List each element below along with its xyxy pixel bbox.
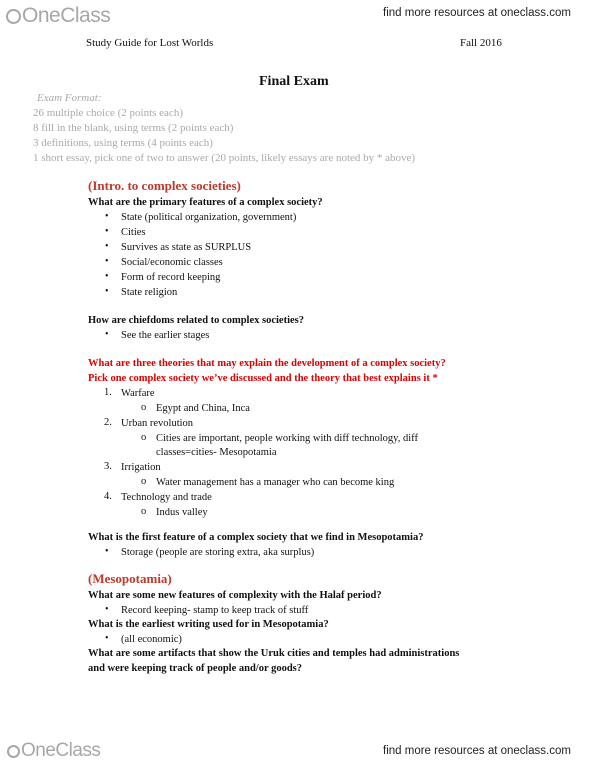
- theory-detail: classes=cities- Mesopotamia: [156, 447, 277, 458]
- exam-format-line: 8 fill in the blank, using terms (2 points each): [33, 122, 234, 134]
- theory-detail: Indus valley: [156, 507, 208, 518]
- answer-item: Record keeping- stamp to keep track of stuff: [121, 605, 309, 616]
- question-chiefdoms: How are chiefdoms related to complex societies?: [88, 315, 304, 326]
- logo-text: OneClass: [22, 4, 111, 27]
- answer-item: Storage (people are storing extra, aka surplus): [121, 547, 315, 558]
- bullet-icon: •: [105, 256, 109, 267]
- logo-text: OneClass: [21, 740, 101, 761]
- logo-ring-icon: [6, 9, 21, 24]
- question-earliest-writing: What is the earliest writing used for in Mesopotamia?: [88, 619, 329, 630]
- bullet-icon: •: [105, 329, 109, 340]
- oneclass-logo-bottom[interactable]: [7, 740, 100, 762]
- theory-detail: Cities are important, people working with diff technology, diff: [156, 433, 418, 444]
- answer-item: State (political organization, government): [121, 212, 297, 223]
- exam-format-line: 1 short essay, pick one of two to answer (20 points, likely essays are noted by * above): [33, 152, 416, 164]
- answer-item: Form of record keeping: [121, 272, 221, 283]
- question-uruk-cont: and were keeping track of people and/or goods?: [88, 663, 302, 674]
- question-first-feature: What is the first feature of a complex society that we find in Mesopotamia?: [88, 532, 424, 543]
- bullet-icon: •: [105, 286, 109, 297]
- logo-ring-icon: [7, 745, 20, 758]
- list-number: 1.: [104, 387, 112, 398]
- find-more-link[interactable]: find more resources at oneclass.com: [383, 7, 571, 19]
- exam-format-line: 26 multiple choice (2 points each): [33, 107, 183, 119]
- bullet-icon: •: [105, 241, 109, 252]
- bullet-icon: •: [105, 271, 109, 282]
- bullet-icon: •: [105, 546, 109, 557]
- page-title: Final Exam: [259, 74, 329, 89]
- find-more-link-bottom[interactable]: find more resources at oneclass.com: [383, 745, 571, 757]
- exam-format-heading: Exam Format:: [37, 92, 102, 104]
- list-number: 3.: [104, 461, 112, 472]
- answer-item: Survives as state as SURPLUS: [121, 242, 252, 253]
- question-theories: What are three theories that may explain the development of a complex society?: [88, 358, 446, 369]
- list-number: 4.: [104, 491, 112, 502]
- oneclass-logo[interactable]: [6, 4, 110, 28]
- question-primary-features: What are the primary features of a complex society?: [88, 197, 323, 208]
- answer-item: Social/economic classes: [121, 257, 223, 268]
- list-number: 2.: [104, 417, 112, 428]
- theory-item: Technology and trade: [121, 492, 212, 503]
- question-uruk: What are some artifacts that show the Uruk cities and temples had administrations: [88, 648, 460, 659]
- theory-detail: Egypt and China, Inca: [156, 403, 250, 414]
- answer-item: Cities: [121, 227, 146, 238]
- sub-bullet-icon: o: [141, 506, 147, 517]
- term: Fall 2016: [460, 37, 502, 49]
- sub-bullet-icon: o: [141, 476, 147, 487]
- theory-item: Urban revolution: [121, 418, 194, 429]
- course-title: Study Guide for Lost Worlds: [86, 37, 214, 49]
- theory-item: Irrigation: [121, 462, 161, 473]
- exam-format-line: 3 definitions, using terms (4 points each): [33, 137, 213, 149]
- answer-item: State religion: [121, 287, 178, 298]
- answer-item: See the earlier stages: [121, 330, 210, 341]
- bullet-icon: •: [105, 604, 109, 615]
- theory-detail: Water management has a manager who can become king: [156, 477, 395, 488]
- sub-bullet-icon: o: [141, 432, 147, 443]
- section-heading-mesopotamia: (Mesopotamia): [88, 571, 172, 586]
- section-heading-intro: (Intro. to complex societies): [88, 178, 241, 193]
- bullet-icon: •: [105, 633, 109, 644]
- bullet-icon: •: [105, 211, 109, 222]
- exam-format: [33, 91, 415, 166]
- sub-bullet-icon: o: [141, 402, 147, 413]
- answer-item: (all economic): [121, 634, 182, 645]
- question-theories-pick: Pick one complex society we’ve discussed and the theory that best explains it *: [88, 373, 438, 384]
- question-halaf: What are some new features of complexity with the Halaf period?: [88, 590, 382, 601]
- theory-item: Warfare: [121, 388, 155, 399]
- bullet-icon: •: [105, 226, 109, 237]
